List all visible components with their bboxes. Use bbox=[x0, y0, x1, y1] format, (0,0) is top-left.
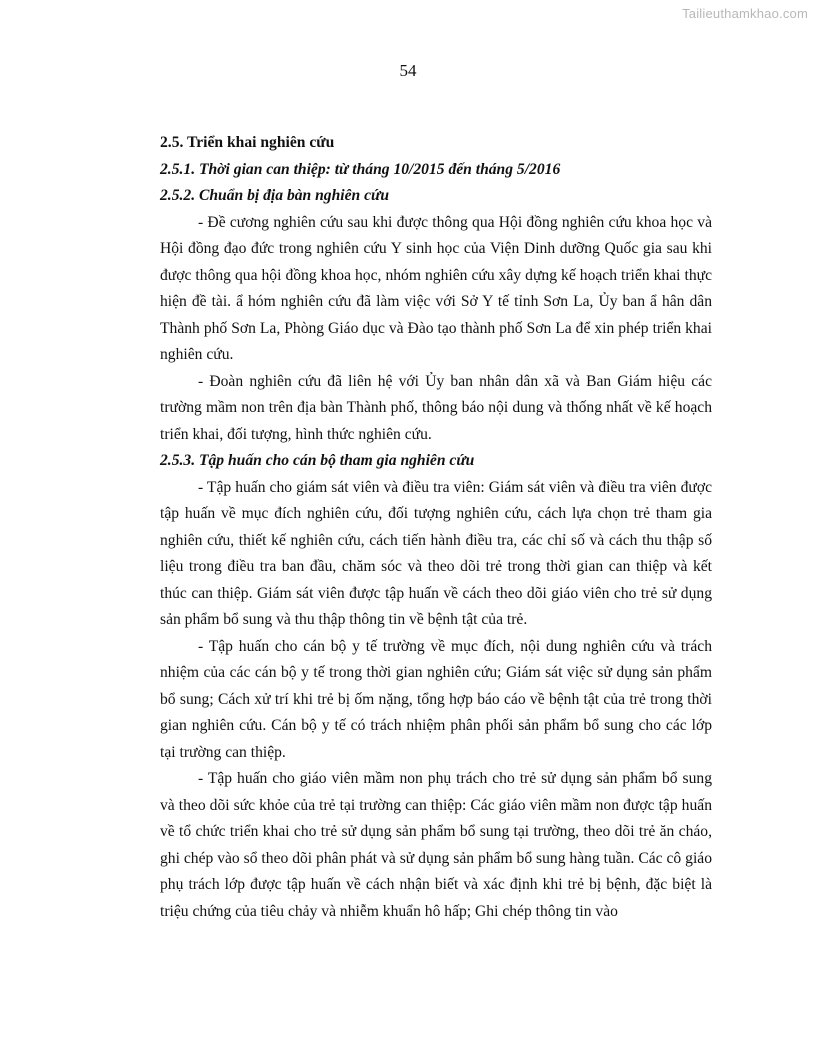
subsection-heading-2-5-2: 2.5.2. Chuẩn bị địa bàn nghiên cứu bbox=[160, 187, 390, 204]
paragraph: - Tập huấn cho giám sát viên và điều tra viên: Giám sát viên và điều tra viên được tập huấn về mục đích nghiên cứu, đối tượng nghiên cứu, cách lựa chọn trẻ tham gia nghiên cứu, thiết kế nghiên cứu, cách tiến hành điều tra, các chỉ số và cách thu thập số liệu trong điều tra ban đầu, chăm sóc và theo dõi trẻ trong thời gian can thiệp và kết thúc can thiệp. Giám sát viên được tập huấn về cách theo dõi giáo viên cho trẻ sử dụng sản phẩm bổ sung và thu thập thông tin về bệnh tật của trẻ. bbox=[160, 478, 712, 628]
paragraph: - Đề cương nghiên cứu sau khi được thông qua Hội đồng nghiên cứu khoa học và Hội đồng đạo đức trong nghiên cứu Y sinh học của Viện Dinh dưỡng Quốc gia sau khi được thông qua hội đồng khoa học, nhóm nghiên cứu xây dựng kế hoạch triển khai thực hiện đề tài. ẩ hóm nghiên cứu đã làm việc với Sở Y tế tỉnh Sơn La, Ủy ban ẩ hân dân Thành phố Sơn La, Phòng Giáo dục và Đào tạo thành phố Sơn La để xin phép triển khai nghiên cứu. bbox=[160, 213, 712, 363]
paragraph: - Đoàn nghiên cứu đã liên hệ với Ủy ban nhân dân xã và Ban Giám hiệu các trường mầm non trên địa bàn Thành phố, thông báo nội dung và thống nhất về kế hoạch triển khai, đối tượng, hình thức nghiên cứu. bbox=[160, 372, 712, 443]
paragraph: - Tập huấn cho giáo viên mầm non phụ trách cho trẻ sử dụng sản phẩm bổ sung và theo dõi sức khỏe của trẻ tại trường can thiệp: Các giáo viên mầm non được tập huấn về tổ chức triển khai cho trẻ sử dụng sản phẩm bổ sung tại trường, theo dõi trẻ ăn cháo, ghi chép vào sổ theo dõi phân phát và sử dụng sản phẩm bổ sung hàng tuần. Các cô giáo phụ trách lớp được tập huấn về cách nhận biết và xác định khi trẻ bị bệnh, đặc biệt là triệu chứng của tiêu chảy và nhiễm khuẩn hô hấp; Ghi chép thông tin vào bbox=[160, 770, 712, 920]
section-heading-2-5: 2.5. Triển khai nghiên cứu bbox=[160, 134, 335, 151]
watermark: Tailieuthamkhao.com bbox=[682, 6, 808, 21]
subsection-heading-2-5-1: 2.5.1. Thời gian can thiệp: từ tháng 10/2015 đến tháng 5/2016 bbox=[160, 160, 561, 178]
document-body bbox=[160, 130, 712, 925]
subsection-heading-2-5-3: 2.5.3. Tập huấn cho cán bộ tham gia nghiên cứu bbox=[160, 452, 475, 469]
page-number: 54 bbox=[399, 61, 417, 80]
paragraph: - Tập huấn cho cán bộ y tế trường về mục đích, nội dung nghiên cứu và trách nhiệm của các cán bộ y tế trong thời gian nghiên cứu; Giám sát việc sử dụng sản phẩm bổ sung; Cách xử trí khi trẻ bị ốm nặng, tổng hợp báo cáo về bệnh tật của trẻ trong thời gian nghiên cứu. Cán bộ y tế có trách nhiệm phân phối sản phẩm bổ sung cho các lớp tại trường can thiệp. bbox=[160, 637, 712, 761]
